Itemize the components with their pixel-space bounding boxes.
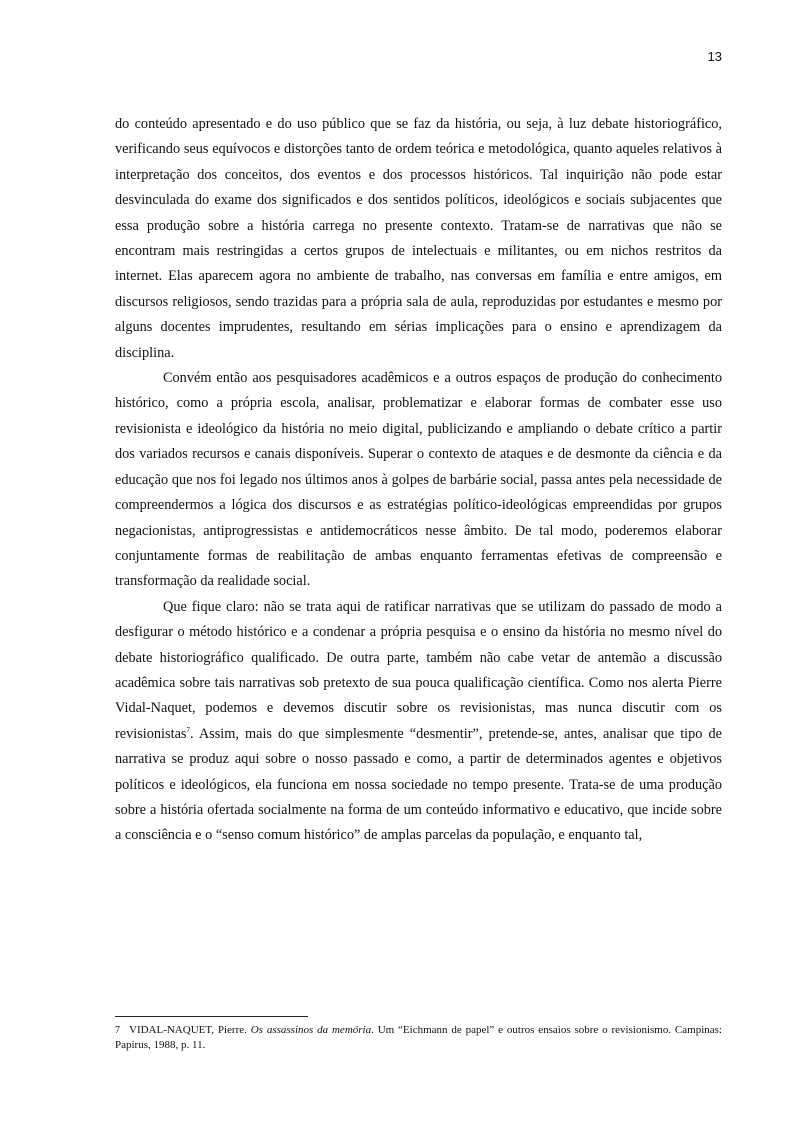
footnote	[115, 1023, 722, 1053]
paragraph-3-text-after-note: . Assim, mais do que simplesmente “desmentir”, pretende-se, antes, analisar que tipo de narrativa se produz aqui sobre o nosso passado e como, a partir de determinados agentes e objetivos políticos e ideológicos, ela funciona em nossa sociedade no tempo presente. Trata-se de uma produção sobre a história ofertada socialmente na forma de um conteúdo informativo e educativo, que incide sobre a consciência e o “senso comum histórico” de amplas parcelas da população, e enquanto tal,	[115, 725, 722, 844]
paragraph-1: do conteúdo apresentado e do uso público que se faz da história, ou seja, à luz debate historiográfico, verificando seus equívocos e distorções tanto de ordem teórica e metodológica, quanto aqueles relativos à interpretação dos conceitos, dos eventos e dos processos históricos. Tal inquirição não pode estar desvinculada do exame dos significados e dos sentidos políticos, ideológicos e sociais subjacentes que essa produção sobre a história carrega no presente contexto. Tratam-se de narrativas que não se encontram mais restringidas a certos grupos de intelectuais e militantes, ou em nichos restritos da internet. Elas aparecem agora no ambiente de trabalho, nas conversas em família e entre amigos, em discursos religiosos, sendo trazidas para a própria sala de aula, reproduzidas por estudantes e mesmo por alguns docentes imprudentes, resultando em sérias implicações para o ensino e aprendizagem da disciplina.	[115, 116, 722, 361]
page-number: 13	[707, 49, 722, 64]
paragraph-2: Convém então aos pesquisadores acadêmicos e a outros espaços de produção do conhecimento histórico, como a própria escola, analisar, problematizar e elaborar formas de combater esse uso revisionista e ideológico da história no meio digital, publicizando e ampliando o debate crítico a partir dos variados recursos e canais disponíveis. Superar o contexto de ataques e de desmonte da ciência e da educação que nos foi legado nos últimos anos à golpes de barbárie social, passa antes pela necessidade de compreendermos a lógica dos discursos e as estratégias político-ideológicas empreendidas por grupos negacionistas, antiprogressistas e antidemocráticos nesse âmbito. De tal modo, poderemos elaborar conjuntamente formas de reabilitação de ambas enquanto ferramentas efetivas de compreensão e transformação da realidade social.	[115, 370, 722, 590]
footnote-title: Os assassinos da memória	[250, 1024, 372, 1036]
paragraph-3	[115, 595, 722, 849]
footnote-reference: 7	[186, 725, 190, 734]
body-text	[115, 112, 722, 849]
paragraph-3-text-before-note: Que fique claro: não se trata aqui de ratificar narrativas que se utilizam do passado de modo a desfigurar o método histórico e a condenar a própria pesquisa e o ensino da história no mesmo nível do debate historiográfico qualificado. De outra parte, também não cabe vetar de antemão a discussão acadêmica sobre tais narrativas sob pretexto de sua pouca qualificação científica. Como nos alerta Pierre Vidal-Naquet, podemos e devemos discutir sobre os revisionistas, mas nunca discutir com os revisionistas	[115, 598, 722, 742]
footnote-divider	[115, 1016, 308, 1017]
footnote-publication-details: . Um “Eichmann de papel” e outros ensaios sobre o revisionismo. Campinas: Papirus, 1988, p. 11.	[115, 1024, 722, 1051]
footnote-marker: 7	[115, 1025, 120, 1036]
footnote-author: VIDAL-NAQUET, Pierre.	[129, 1024, 247, 1036]
